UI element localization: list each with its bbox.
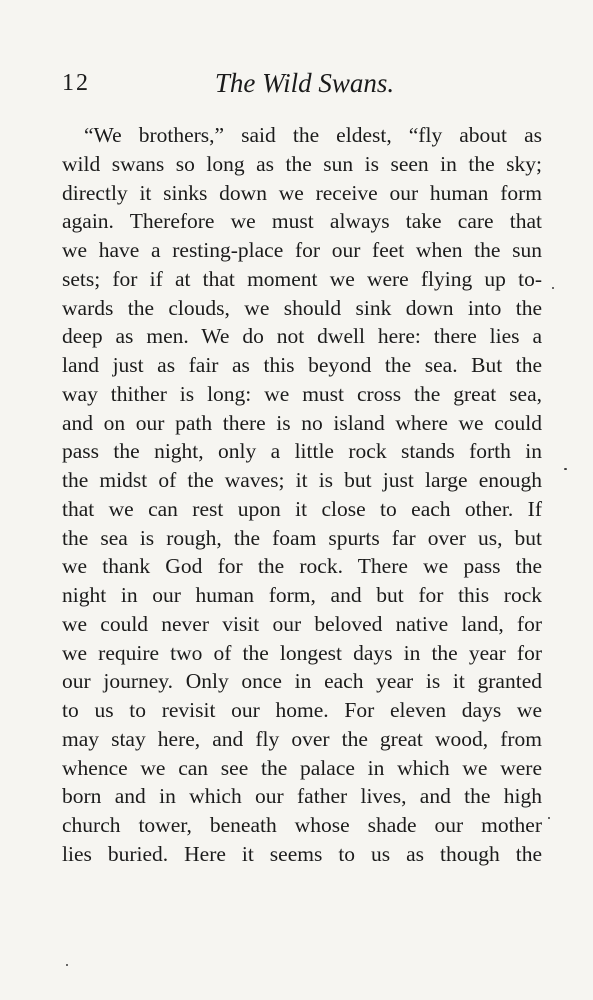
text-line: “We brothers,” said the eldest, “fly about as [84, 123, 542, 147]
print-speck [552, 287, 554, 289]
text-line: whence we can see the palace in which we were [62, 755, 542, 780]
print-speck [548, 817, 550, 819]
body-text [62, 121, 542, 869]
text-line: wards the clouds, we should sink down into the [62, 295, 542, 320]
text-line: we thank God for the rock. There we pass the [62, 554, 542, 579]
text-line: to us to revisit our home. For eleven days we [62, 698, 542, 722]
text-line: wild swans so long as the sun is seen in the sky; [62, 151, 542, 176]
print-speck [66, 964, 68, 966]
text-line: directly it sinks down we receive our human form [62, 180, 542, 205]
text-line: deep as men. We do not dwell here: there lies a [62, 324, 542, 349]
text-line: again. Therefore we must always take care that [62, 209, 542, 234]
text-line: church tower, beneath whose shade our mother [62, 813, 542, 837]
text-line: we require two of the longest days in the year for [62, 640, 542, 665]
text-line: sets; for if at that moment we were flying up to- [62, 266, 542, 291]
text-line: may stay here, and fly over the great wood, from [62, 726, 542, 751]
page-number: 12 [62, 70, 90, 96]
text-line: the midst of the waves; it is but just large enough [62, 468, 542, 492]
text-line: we could never visit our beloved native land, for [62, 611, 542, 636]
text-line: land just as fair as this beyond the sea. But the [62, 353, 542, 377]
text-line: that we can rest upon it close to each other. If [62, 496, 542, 521]
text-line: the sea is rough, the foam spurts far over us, but [62, 525, 542, 550]
text-line: night in our human form, and but for this rock [62, 583, 542, 607]
text-line: pass the night, only a little rock stands forth in [62, 439, 542, 464]
running-title: The Wild Swans. [214, 68, 395, 98]
text-line: lies buried. Here it seems to us as though the [62, 841, 542, 866]
text-line: our journey. Only once in each year is it granted [62, 669, 542, 694]
text-line: born and in which our father lives, and the high [62, 784, 542, 809]
text-line: way thither is long: we must cross the great sea, [62, 381, 542, 406]
print-speck [564, 468, 567, 470]
text-line: we have a resting-place for our feet when the sun [62, 238, 542, 262]
text-line: and on our path there is no island where we could [62, 410, 542, 435]
